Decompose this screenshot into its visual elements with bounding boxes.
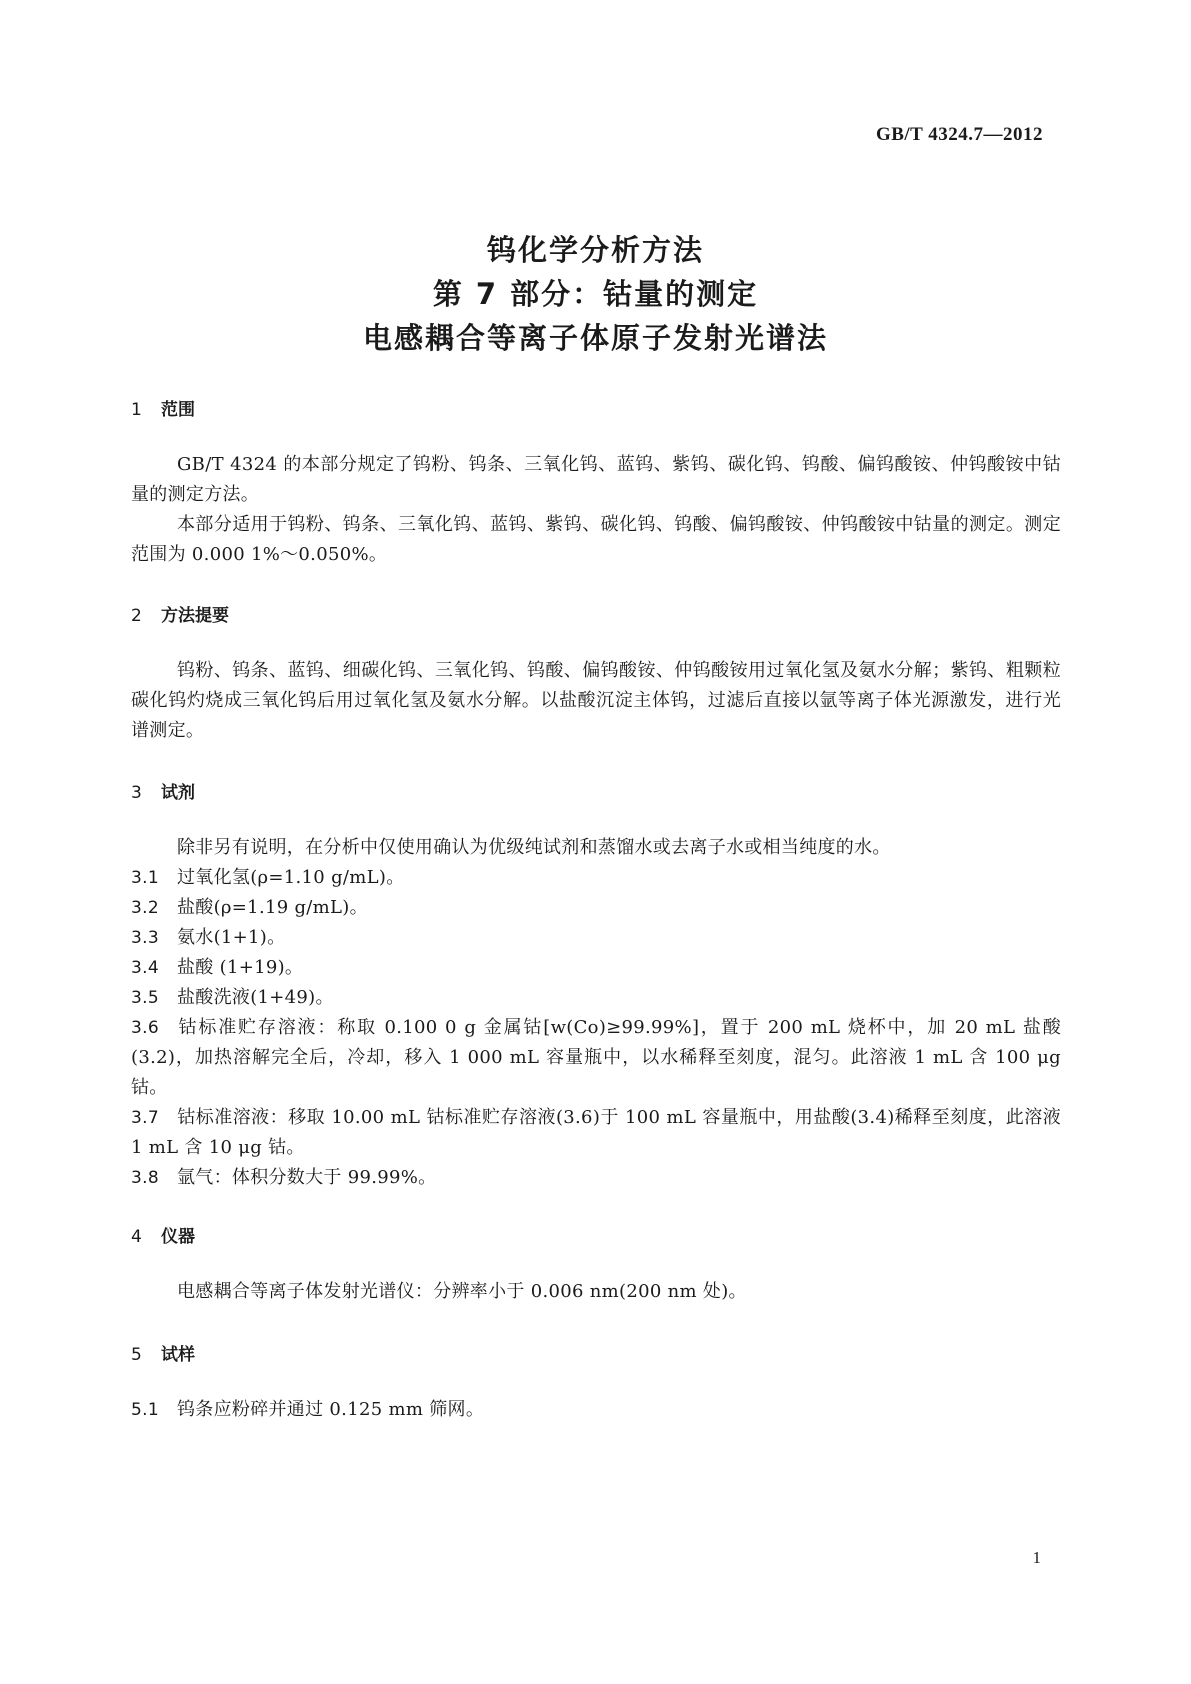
section-2-number: 2 [131,606,142,626]
section-2-title: 方法提要 [161,606,229,626]
item-number: 3.2 [131,898,159,918]
list-item [131,953,1061,983]
section-1-number: 1 [131,400,142,420]
list-item [131,923,1061,953]
title-line-2: 第 7 部分：钴量的测定 [432,277,759,311]
document-title [0,228,1191,360]
section-1-paragraph-1: GB/T 4324 的本部分规定了钨粉、钨条、三氧化钨、蓝钨、紫钨、碳化钨、钨酸、偏钨酸铵、仲钨酸铵中钴量的测定方法。 [131,454,1061,505]
section-5-title: 试样 [161,1345,195,1365]
item-number: 3.3 [131,928,159,948]
item-text: 钴标准贮存溶液：称取 0.100 0 g 金属钴[w(Co)≥99.99%]，置于 200 mL 烧杯中，加 20 mL 盐酸(3.2)，加热溶解完全后，冷却，移入 1 000 mL 容量瓶中，以水稀释至刻度，混匀。此溶液 1 mL 含 100 μg 钴。 [131,1017,1061,1098]
title-line-3: 电感耦合等离子体原子发射光谱法 [362,321,828,355]
item-number: 3.4 [131,958,159,978]
item-number: 3.8 [131,1168,159,1188]
section-1-title: 范围 [161,400,195,420]
section-3-heading [131,778,195,803]
list-item [131,893,1061,923]
section-4-title: 仪器 [161,1227,195,1247]
list-item [131,983,1061,1013]
item-text: 氩气：体积分数大于 99.99%。 [177,1167,437,1188]
item-text: 钴标准溶液：移取 10.00 mL 钴标准贮存溶液(3.6)于 100 mL 容量瓶中，用盐酸(3.4)稀释至刻度，此溶液 1 mL 含 10 μg 钴。 [131,1107,1061,1158]
section-1-heading [131,395,195,420]
item-number: 3.7 [131,1108,159,1128]
item-text: 过氧化氢(ρ=1.10 g/mL)。 [177,867,405,888]
section-2-heading [131,601,229,626]
item-text: 氨水(1+1)。 [177,927,286,948]
standard-code: GB/T 4324.7—2012 [875,124,1043,145]
page-number: 1 [1032,1548,1041,1567]
section-4-heading [131,1222,195,1247]
section-4-number: 4 [131,1227,142,1247]
section-5-number: 5 [131,1345,142,1365]
list-item [131,1395,1061,1425]
item-text: 盐酸(ρ=1.19 g/mL)。 [177,897,368,918]
title-line-1: 钨化学分析方法 [486,233,704,267]
section-1-paragraph-2: 本部分适用于钨粉、钨条、三氧化钨、蓝钨、紫钨、碳化钨、钨酸、偏钨酸铵、仲钨酸铵中钴量的测定。测定范围为 0.000 1%～0.050%。 [131,514,1061,565]
item-text: 盐酸 (1+19)。 [177,957,304,978]
section-5-heading [131,1340,195,1365]
section-4-paragraph-1: 电感耦合等离子体发射光谱仪：分辨率小于 0.006 nm(200 nm 处)。 [177,1281,747,1302]
list-item [131,1013,1061,1103]
list-item [131,1103,1061,1163]
item-text: 钨条应粉碎并通过 0.125 mm 筛网。 [177,1399,485,1420]
item-number: 3.5 [131,988,159,1008]
item-number: 3.6 [131,1018,159,1038]
item-text: 盐酸洗液(1+49)。 [177,987,334,1008]
item-number: 5.1 [131,1400,159,1420]
section-2-paragraph-1: 钨粉、钨条、蓝钨、细碳化钨、三氧化钨、钨酸、偏钨酸铵、仲钨酸铵用过氧化氢及氨水分解；紫钨、粗颗粒碳化钨灼烧成三氧化钨后用过氧化氢及氨水分解。以盐酸沉淀主体钨，过滤后直接以氩等离子体光源激发，进行光谱测定。 [131,660,1061,741]
section-3-number: 3 [131,783,142,803]
list-item [131,863,1061,893]
section-3-paragraph-1: 除非另有说明，在分析中仅使用确认为优级纯试剂和蒸馏水或去离子水或相当纯度的水。 [177,837,891,858]
section-3-title: 试剂 [161,783,195,803]
list-item [131,1163,1061,1193]
item-number: 3.1 [131,868,159,888]
